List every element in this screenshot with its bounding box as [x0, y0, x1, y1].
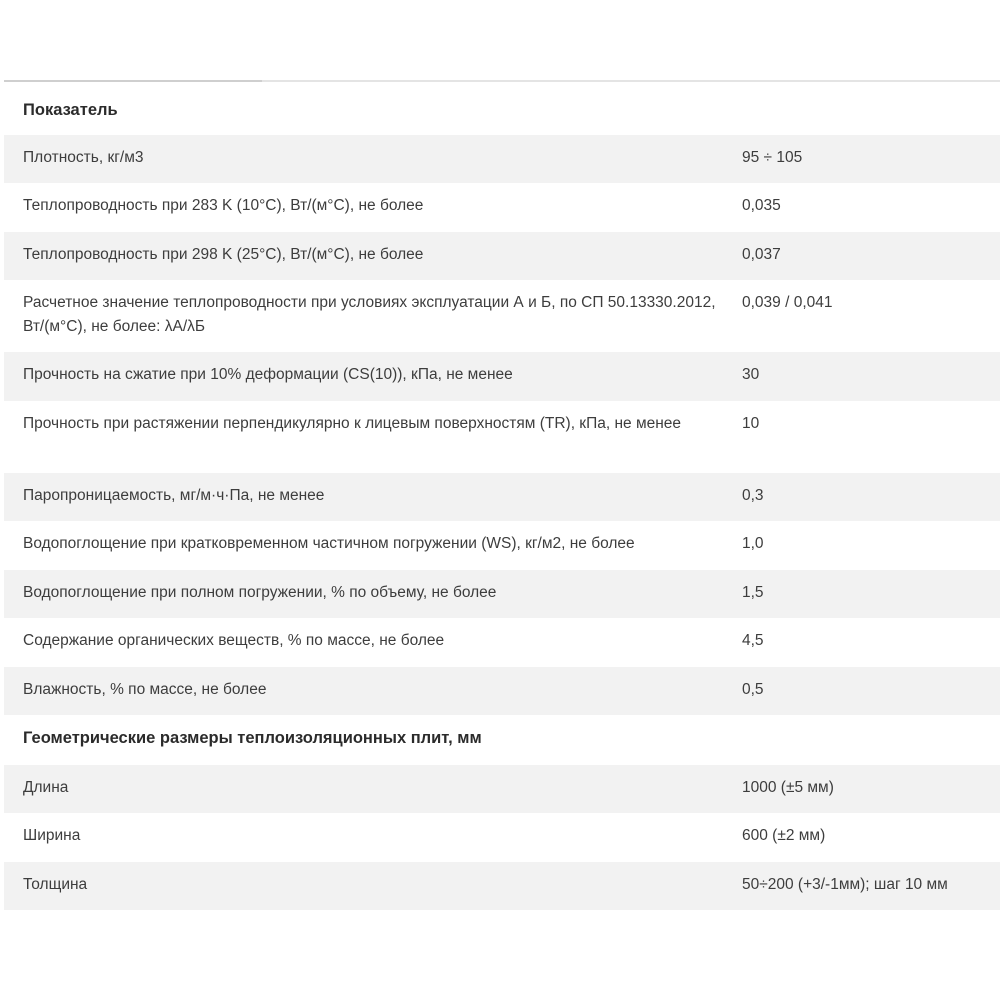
row-label: Толщина	[23, 876, 88, 893]
row-label: Влажность, % по массе, не более	[23, 681, 267, 698]
row-value: 0,035	[742, 197, 781, 214]
table-header: Показатель	[23, 101, 118, 119]
table-row	[4, 183, 1000, 232]
table-row	[4, 232, 1000, 280]
row-label: Водопоглощение при кратковременном частичном погружении (WS), кг/м2, не более	[23, 535, 635, 552]
table-header-row	[4, 85, 1000, 135]
row-value: 1,0	[742, 535, 764, 552]
row-value: 0,3	[742, 487, 764, 504]
table-row	[4, 401, 1000, 473]
row-value: 10	[742, 415, 760, 432]
table-row	[4, 473, 1000, 521]
row-label: Водопоглощение при полном погружении, % по объему, не более	[23, 584, 497, 601]
table-row	[4, 765, 1000, 813]
row-label: Прочность при растяжении перпендикулярно к лицевым поверхностям (TR), кПа, не менее	[23, 415, 682, 432]
section-header: Геометрические размеры теплоизоляционных плит, мм	[23, 729, 482, 747]
row-value: 0,037	[742, 246, 781, 263]
table-row	[4, 813, 1000, 862]
row-value: 600 (±2 мм)	[742, 827, 826, 844]
row-value: 1,5	[742, 584, 764, 601]
table-row	[4, 521, 1000, 570]
row-label: Прочность на сжатие при 10% деформации (CS(10)), кПа, не менее	[23, 366, 513, 383]
tab-indicator	[4, 80, 262, 82]
row-label: Содержание органических веществ, % по массе, не более	[23, 632, 445, 649]
table-row	[4, 570, 1000, 618]
table-row	[4, 618, 1000, 667]
row-label: Ширина	[23, 827, 81, 844]
row-label: Теплопроводность при 298 K (25°C), Вт/(м°С), не более	[23, 246, 424, 263]
row-label: Расчетное значение теплопроводности при условиях эксплуатации А и Б, по СП 50.13330.2012, Вт/(м°С), не более: λА/λБ	[23, 294, 716, 335]
row-value: 30	[742, 366, 760, 383]
row-label: Теплопроводность при 283 K (10°C), Вт/(м°С), не более	[23, 197, 424, 214]
row-value: 0,039 / 0,041	[742, 294, 833, 311]
table-row	[4, 862, 1000, 910]
table-row	[4, 280, 1000, 352]
row-label: Плотность, кг/м3	[23, 149, 144, 166]
table-row	[4, 667, 1000, 715]
row-value: 1000 (±5 мм)	[742, 779, 834, 796]
section-header-row	[4, 715, 1000, 765]
row-label: Паропроницаемость, мг/м·ч·Па, не менее	[23, 487, 325, 504]
row-label: Длина	[23, 779, 69, 796]
spec-table	[4, 85, 1000, 910]
table-row	[4, 352, 1000, 401]
row-value: 50÷200 (+3/-1мм); шаг 10 мм	[742, 876, 948, 893]
row-value: 95 ÷ 105	[742, 149, 803, 166]
table-row	[4, 135, 1000, 183]
row-value: 0,5	[742, 681, 764, 698]
row-value: 4,5	[742, 632, 764, 649]
